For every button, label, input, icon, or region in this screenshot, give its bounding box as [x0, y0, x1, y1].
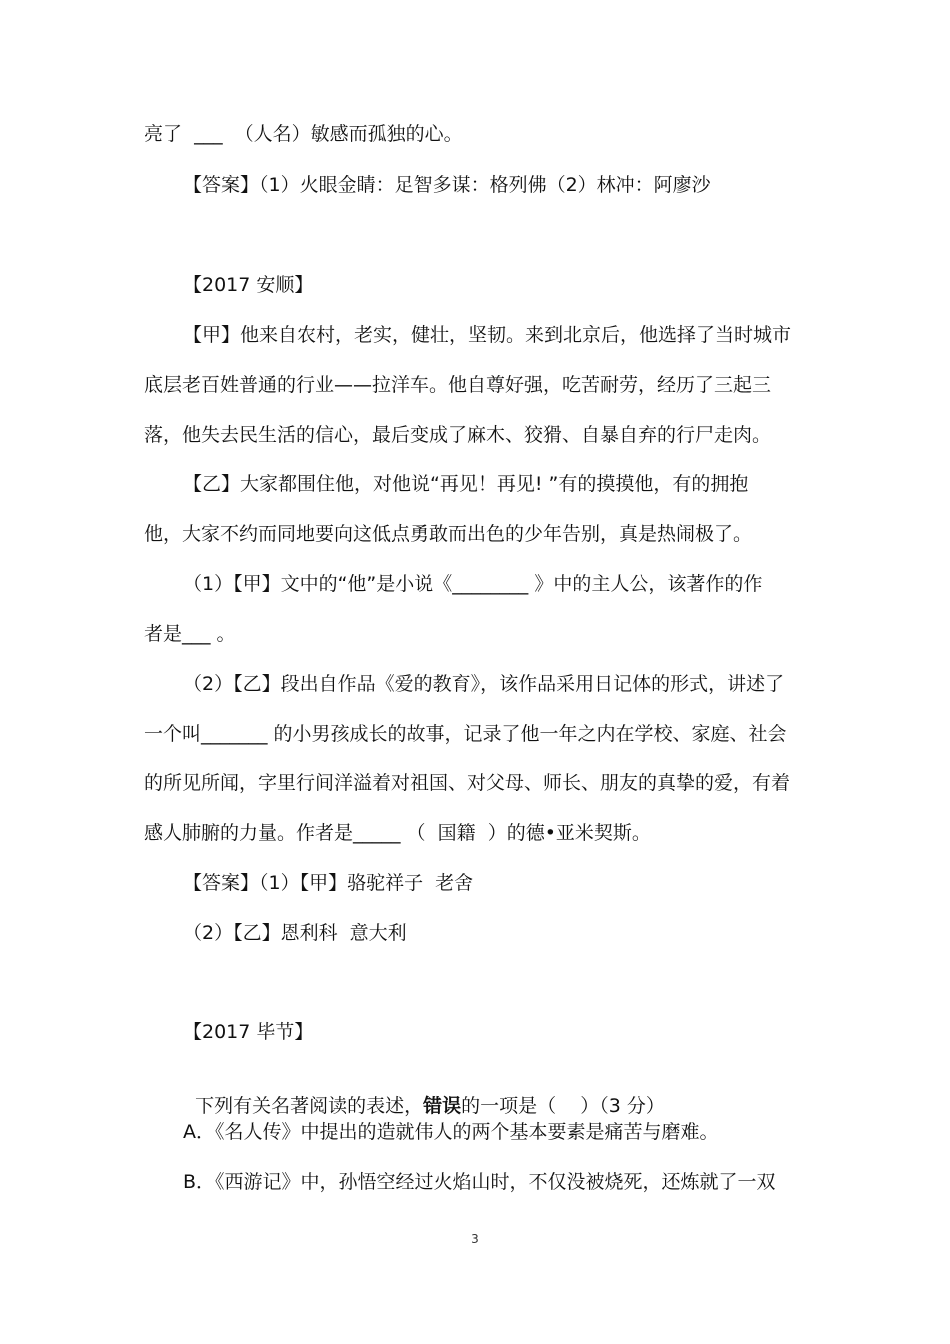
option-a: A．《名人传》中提出的造就伟人的两个基本要素是痛苦与磨难。 — [183, 1121, 719, 1143]
text-line: 【乙】大家都围住他，对他说“再见！再见! ”有的摸摸他，有的拥抱 — [183, 473, 749, 495]
question-stem — [183, 1070, 665, 1118]
text-line: 【甲】他来自农村，老实，健壮，坚韧。来到北京后，他选择了当时城市 — [183, 324, 792, 346]
question-prefix: 下列有关名著阅读的表述， — [195, 1095, 424, 1117]
text-line: 他，大家不约而同地要向这低点勇敢而出色的少年告别，真是热闹极了。 — [144, 523, 753, 545]
text-line: 落，他失去民生活的信心，最后变成了麻木、狡猾、自暴自弃的行尸走肉。 — [144, 424, 772, 446]
answer-line: 【答案】（1）火眼金睛：足智多谋：格列佛（2）林冲：阿廖沙 — [183, 174, 711, 196]
question-line: （2）【乙】段出自作品《爱的教育》，该作品采用日记体的形式，讲述了 — [183, 673, 785, 695]
question-line: 的所见所闻，字里行间洋溢着对祖国、对父母、师长、朋友的真挚的爱，有着 — [144, 772, 791, 794]
question-line: 者是___ 。 — [144, 623, 236, 645]
question-suffix: 的一项是（ ）（3 分） — [461, 1095, 665, 1117]
option-b: B．《西游记》中，孙悟空经过火焰山时，不仅没被烧死，还炼就了一双 — [183, 1171, 776, 1193]
question-line: （1）【甲】文中的“他”是小说《________ 》中的主人公，该著作的作 — [183, 573, 763, 595]
question-line: 感人肺腑的力量。作者是_____ （ 国籍 ）的德•亚米契斯。 — [144, 822, 651, 844]
answer-line: （2）【乙】恩利科 意大利 — [183, 922, 407, 944]
question-emphasis: 错误 — [423, 1095, 462, 1117]
answer-line: 【答案】（1）【甲】骆驼祥子 老舍 — [183, 872, 474, 894]
text-line: 亮了 ___ （人名）敏感而孤独的心。 — [144, 123, 463, 145]
text-line: 底层老百姓普通的行业——拉洋车。他自尊好强，吃苦耐劳，经历了三起三 — [144, 374, 772, 396]
question-line: 一个叫_______ 的小男孩成长的故事，记录了他一年之内在学校、家庭、社会 — [144, 723, 787, 745]
page-number: 3 — [471, 1232, 479, 1246]
section-heading: 【2017 安顺】 — [183, 274, 314, 296]
section-heading: 【2017 毕节】 — [183, 1021, 314, 1043]
